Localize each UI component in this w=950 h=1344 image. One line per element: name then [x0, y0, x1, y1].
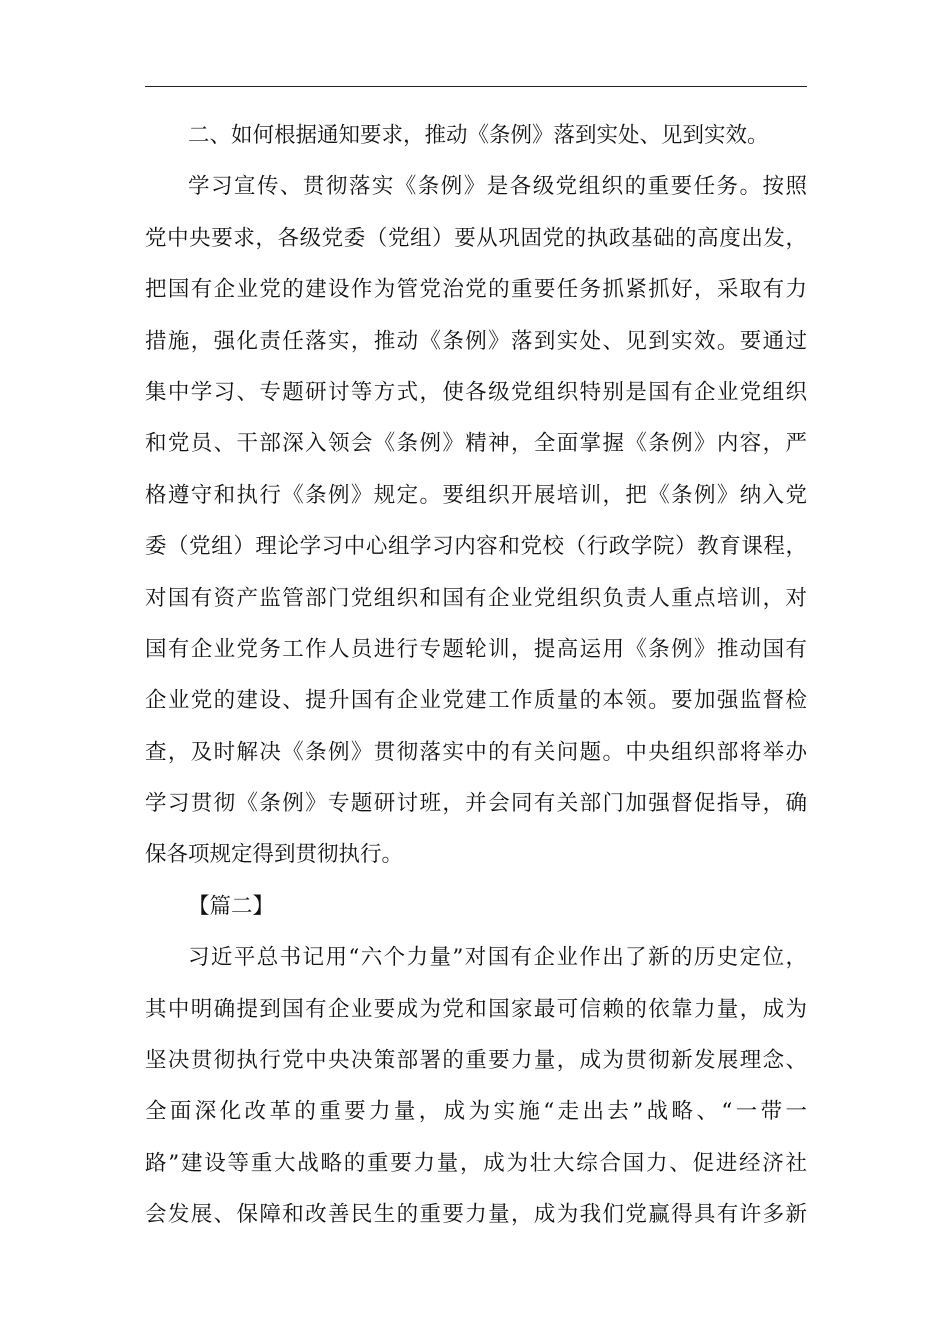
text-line: 学习贯彻《条例》专题研讨班，并会同有关部门加强督促指导，确 [145, 791, 807, 817]
text-line: 集中学习、专题研讨等方式，使各级党组织特别是国有企业党组织 [145, 379, 807, 405]
text-line: 学习宣传、贯彻落实《条例》是各级党组织的重要任务。按照 [188, 174, 807, 200]
text-line: 习近平总书记用“六个力量”对国有企业作出了新的历史定位， [188, 945, 807, 971]
text-line: 坚决贯彻执行党中央决策部署的重要力量，成为贯彻新发展理念、 [145, 1048, 807, 1074]
header-rule [145, 86, 807, 87]
text-line: 格遵守和执行《条例》规定。要组织开展培训，把《条例》纳入党 [145, 482, 807, 508]
text-line: 党中央要求，各级党委（党组）要从巩固党的执政基础的高度出发， [145, 225, 807, 251]
text-line: 措施，强化责任落实，推动《条例》落到实处、见到实效。要通过 [145, 328, 807, 354]
text-line: 查，及时解决《条例》贯彻落实中的有关问题。中央组织部将举办 [145, 739, 807, 765]
text-line: 全面深化改革的重要力量，成为实施“走出去”战略、“一带一 [145, 1099, 807, 1125]
text-line: 保各项规定得到贯彻执行。 [145, 842, 404, 868]
text-line: 国有企业党务工作人员进行专题轮训，提高运用《条例》推动国有 [145, 636, 807, 662]
section-heading: 【篇二】 [188, 893, 275, 919]
text-line: 对国有资产监管部门党组织和国有企业党组织负责人重点培训，对 [145, 585, 807, 611]
text-line: 路”建设等重大战略的重要力量，成为壮大综合国力、促进经济社 [145, 1150, 807, 1176]
text-line: 会发展、保障和改善民生的重要力量，成为我们党赢得具有许多新 [145, 1202, 807, 1228]
text-line: 委（党组）理论学习中心组学习内容和党校（行政学院）教育课程， [145, 534, 807, 560]
document-body [145, 110, 807, 1241]
text-line: 把国有企业党的建设作为管党治党的重要任务抓紧抓好，采取有力 [145, 277, 807, 303]
text-line: 和党员、干部深入领会《条例》精神，全面掌握《条例》内容，严 [145, 431, 807, 457]
text-line: 二、如何根据通知要求，推动《条例》落到实处、见到实效。 [188, 123, 769, 148]
text-line: 企业党的建设、提升国有企业党建工作质量的本领。要加强监督检 [145, 688, 807, 714]
text-line: 其中明确提到国有企业要成为党和国家最可信赖的依靠力量，成为 [145, 996, 807, 1022]
